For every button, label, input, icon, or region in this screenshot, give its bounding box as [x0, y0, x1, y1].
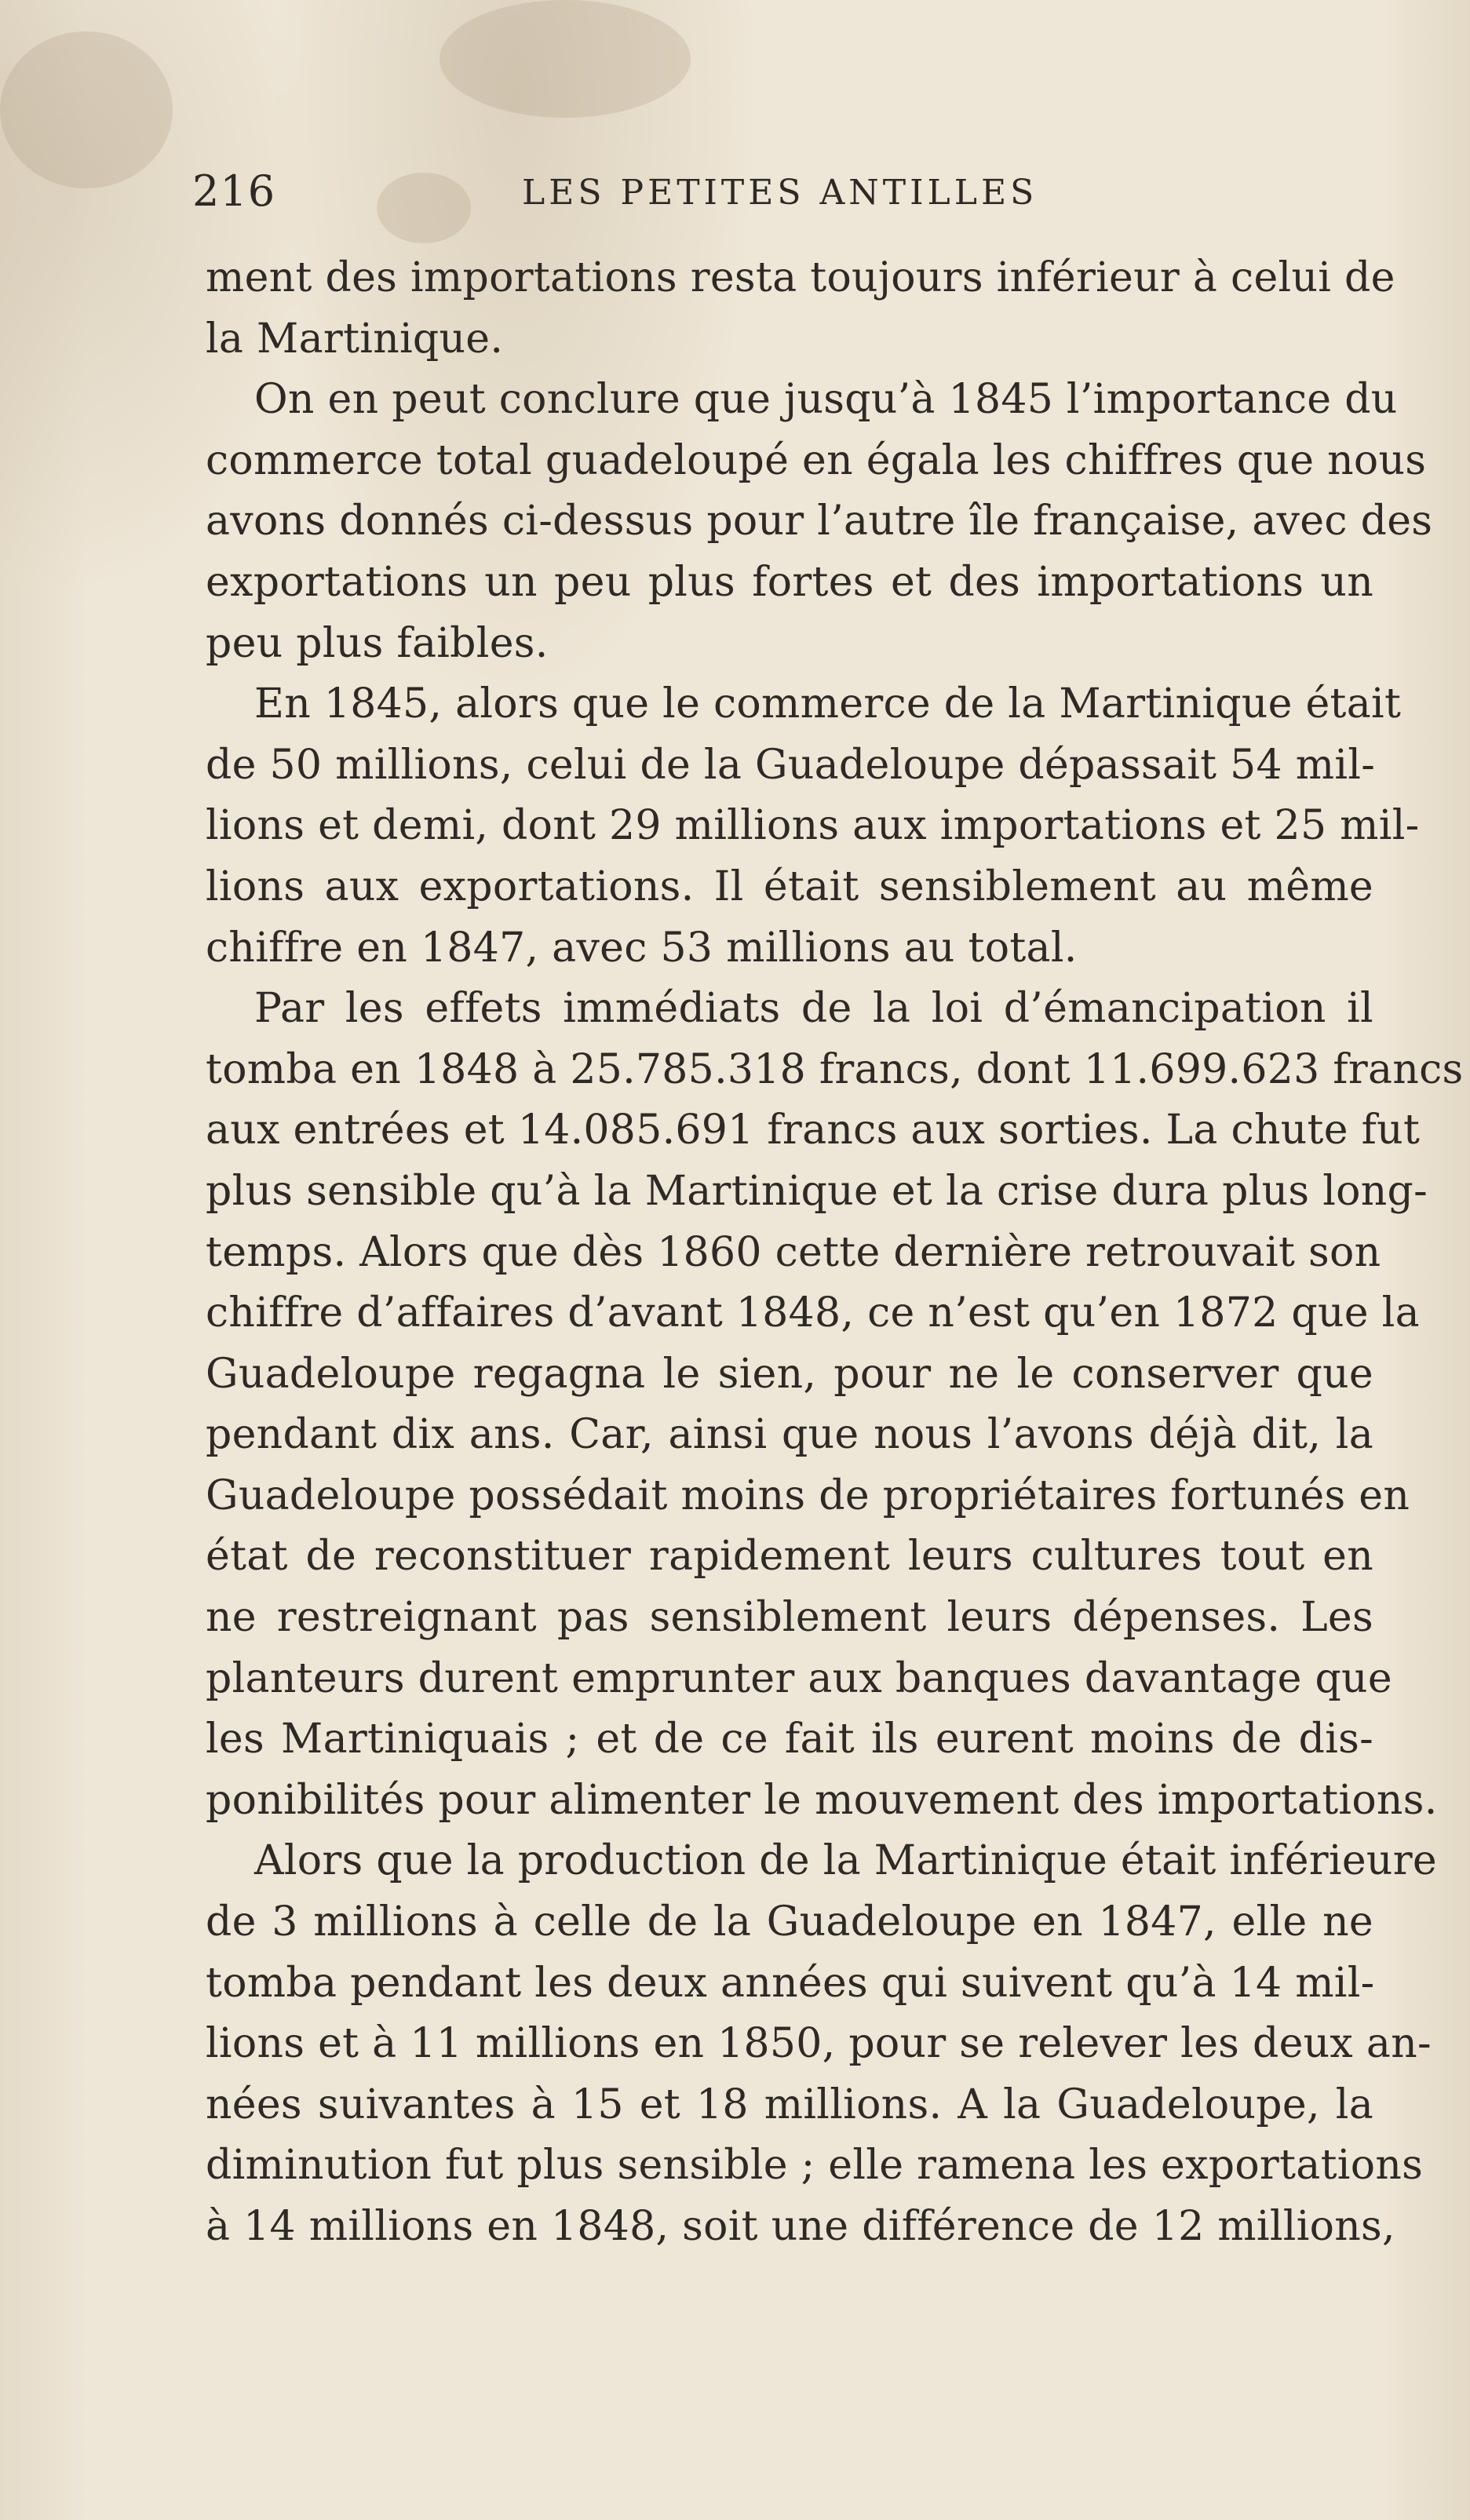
body-text [206, 248, 1464, 2258]
text-line: Guadeloupe possédait moins de propriétaires fortunés en [206, 1472, 1410, 1519]
paper-stain [440, 0, 691, 118]
text-line: ponibilités pour alimenter le mouvement des importations. [206, 1776, 1438, 1824]
running-head [192, 166, 1370, 216]
text-line: temps. Alors que dès 1860 cette dernière retrouvait son [206, 1228, 1381, 1276]
text-line: plus sensible qu’à la Martinique et la crise dura plus long- [206, 1167, 1428, 1215]
text-line: aux entrées et 14.085.691 francs aux sorties. La chute fut [206, 1107, 1421, 1154]
text-line: pendant dix ans. Car, ainsi que nous l’avons déjà dit, la [206, 1411, 1373, 1459]
running-title: LES PETITES ANTILLES [522, 173, 1038, 213]
text-line: la Martinique. [206, 315, 504, 363]
text-line: exportations un peu plus fortes et des importations un [206, 558, 1373, 606]
text-line: En 1845, alors que le commerce de la Martinique était [254, 680, 1402, 728]
text-line: les Martiniquais ; et de ce fait ils eurent moins de dis- [206, 1716, 1373, 1763]
text-line: à 14 millions en 1848, soit une différence de 12 millions, [206, 2203, 1395, 2250]
text-line: chiffre en 1847, avec 53 millions au total. [206, 924, 1078, 972]
text-line: Par les effets immédiats de la loi d’émancipation il [254, 985, 1373, 1033]
text-line: tomba en 1848 à 25.785.318 francs, dont 11.699.623 francs [206, 1045, 1464, 1093]
text-line: nées suivantes à 15 et 18 millions. A la Guadeloupe, la [206, 2081, 1373, 2128]
text-line: lions et à 11 millions en 1850, pour se relever les deux an- [206, 2020, 1432, 2068]
text-line: commerce total guadeloupé en égala les chiffres que nous [206, 436, 1427, 484]
text-line: avons donnés ci-dessus pour l’autre île française, avec des [206, 498, 1433, 545]
text-line: planteurs durent emprunter aux banques davantage que [206, 1654, 1392, 1702]
text-line: Alors que la production de la Martinique était inférieure [254, 1837, 1437, 1885]
text-line: On en peut conclure que jusqu’à 1845 l’importance du [254, 376, 1398, 424]
text-line: peu plus faibles. [206, 619, 549, 667]
text-line: de 50 millions, celui de la Guadeloupe dépassait 54 mil- [206, 741, 1376, 789]
page-number: 216 [192, 166, 276, 216]
text-line: ment des importations resta toujours inférieur à celui de [206, 254, 1395, 301]
text-line: chiffre d’affaires d’avant 1848, ce n’est qu’en 1872 que la [206, 1289, 1420, 1337]
text-line: tomba pendant les deux années qui suivent qu’à 14 mil- [206, 1959, 1375, 2007]
text-line: lions et demi, dont 29 millions aux importations et 25 mil- [206, 802, 1420, 850]
text-line: Guadeloupe regagna le sien, pour ne le conserver que [206, 1350, 1373, 1398]
text-line: diminution fut plus sensible ; elle ramena les exportations [206, 2142, 1424, 2190]
text-line: état de reconstituer rapidement leurs cultures tout en [206, 1533, 1373, 1581]
text-line: ne restreignant pas sensiblement leurs dépenses. Les [206, 1594, 1373, 1642]
text-line: de 3 millions à celle de la Guadeloupe en 1847, elle ne [206, 1898, 1373, 1946]
paper-stain [0, 31, 173, 188]
text-line: lions aux exportations. Il était sensiblement au même [206, 862, 1373, 910]
